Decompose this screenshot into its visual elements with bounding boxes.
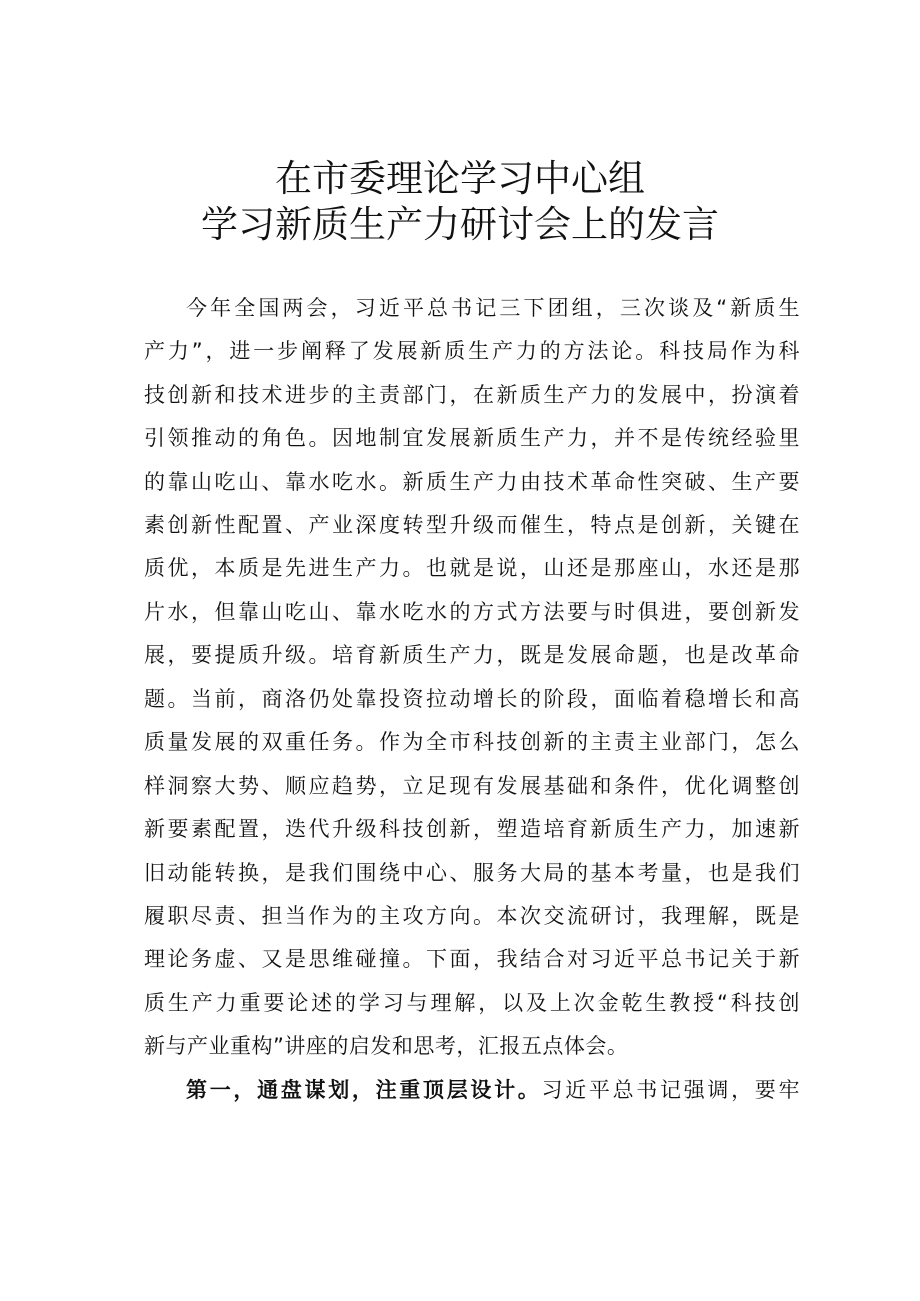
- paragraph-line: 质优，本质是先进生产力。也就是说，山还是那座山，水还是那: [144, 556, 800, 580]
- paragraph-line: 样洞察大势、顺应趋势，立足现有发展基础和条件，优化调整创: [144, 774, 800, 798]
- section-text: 习近平总书记强调，要牢: [541, 1078, 800, 1102]
- paragraph-line: 质量发展的双重任务。作为全市科技创新的主责主业部门，怎么: [144, 730, 800, 754]
- paragraph-line: 展，要提质升级。培育新质生产力，既是发展命题，也是改革命: [144, 643, 800, 667]
- paragraph-2-first-line: [144, 1075, 800, 1105]
- paragraph-line: 履职尽责、担当作为的主攻方向。本次交流研讨，我理解，既是: [144, 904, 800, 928]
- paragraph-line: 理论务虚、又是思维碰撞。下面，我结合对习近平总书记关于新: [144, 947, 800, 971]
- paragraph-line: 技创新和技术进步的主责部门，在新质生产力的发展中，扮演着: [144, 383, 800, 407]
- paragraph-line: 素创新性配置、产业深度转型升级而催生，特点是创新，关键在: [144, 513, 800, 537]
- paragraph-line: 新要素配置，迭代升级科技创新，塑造培育新质生产力，加速新: [144, 817, 800, 841]
- paragraph-line: 今年全国两会，习近平总书记三下团组，三次谈及“新质生: [186, 296, 800, 320]
- paragraph-line: 片水，但靠山吃山、靠水吃水的方式方法要与时俱进，要创新发: [144, 600, 800, 624]
- section-heading: 第一，通盘谋划，注重顶层设计。: [186, 1078, 542, 1102]
- paragraph-line: 新与产业重构”讲座的启发和思考，汇报五点体会。: [144, 1034, 629, 1058]
- paragraph-line: 引领推动的角色。因地制宜发展新质生产力，并不是传统经验里: [144, 426, 800, 450]
- document-title-line-2: 学习新质生产力研讨会上的发言: [201, 203, 719, 246]
- paragraph-line: 的靠山吃山、靠水吃水。新质生产力由技术革命性突破、生产要: [144, 470, 800, 494]
- document-title-line-1: 在市委理论学习中心组: [275, 157, 645, 200]
- paragraph-line: 题。当前，商洛仍处靠投资拉动增长的阶段，面临着稳增长和高: [144, 687, 800, 711]
- paragraph-line: 产力”，进一步阐释了发展新质生产力的方法论。科技局作为科: [144, 339, 800, 363]
- paragraph-line: 质生产力重要论述的学习与理解，以及上次金乾生教授“科技创: [144, 991, 800, 1015]
- paragraph-line: 旧动能转换，是我们围绕中心、服务大局的基本考量，也是我们: [144, 861, 800, 885]
